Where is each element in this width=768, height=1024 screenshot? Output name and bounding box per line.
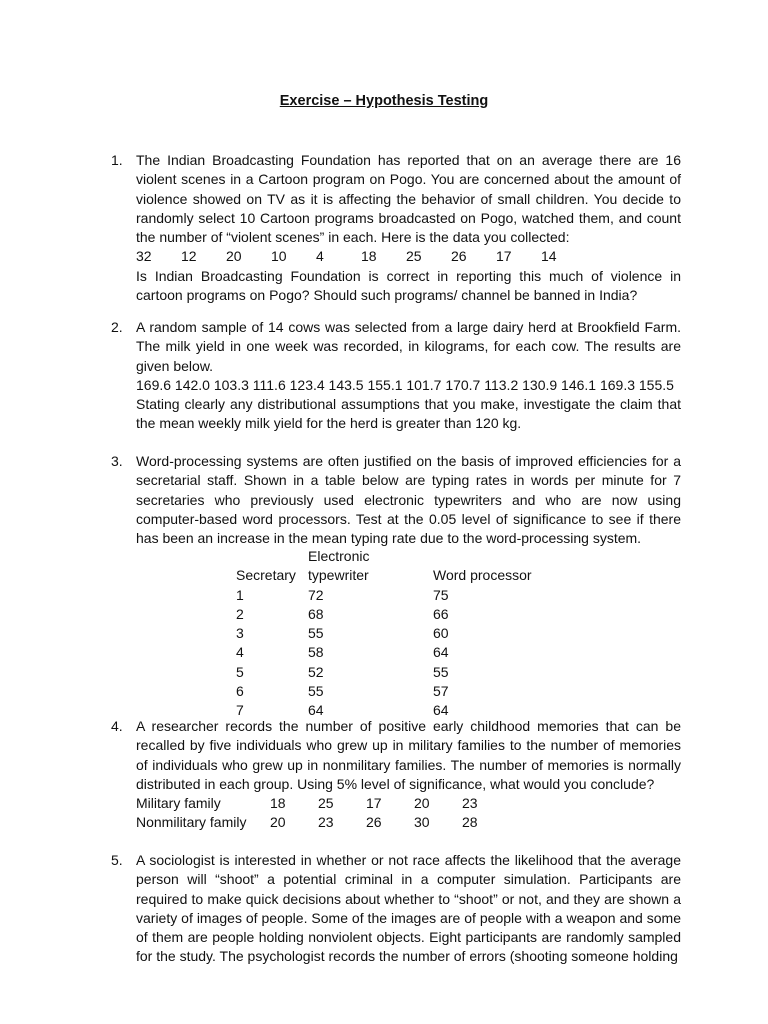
table-cell: 5 <box>236 663 244 680</box>
question-number: 1. <box>111 152 123 168</box>
data-value: 25 <box>406 248 422 265</box>
group-value: 25 <box>318 795 334 812</box>
column-header: Word processor <box>433 567 532 584</box>
data-value: 14 <box>541 248 557 265</box>
table-row <box>236 586 543 605</box>
table-cell: 52 <box>308 663 324 680</box>
data-value: 12 <box>181 248 197 265</box>
group-value: 26 <box>366 814 382 831</box>
question-4 <box>111 717 681 833</box>
group-label: Nonmilitary family <box>136 814 247 831</box>
question-2-data: 169.6 142.0 103.3 111.6 123.4 143.5 155.1 101.7 170.7 113.2 130.9 146.1 169.3 155.5 <box>136 376 674 393</box>
table-cell: 58 <box>308 644 324 661</box>
question-1-data-row <box>136 247 681 266</box>
data-value: 32 <box>136 248 152 265</box>
page-title: Exercise – Hypothesis Testing <box>279 93 489 109</box>
table-cell: 4 <box>236 644 244 661</box>
question-1 <box>111 151 681 305</box>
column-header: typewriter <box>308 567 369 584</box>
group-value: 17 <box>366 795 382 812</box>
table-row <box>236 624 543 643</box>
question-3-intro: Word-processing systems are often justified on the basis of improved efficiencies for a secretarial staff. Shown in a table below are typing rates in words per minute for 7 secretaries who previously used electronic typewriters and who are now using computer-based word processors. Test at the 0.05 level of significance to see if there has been an increase in the mean typing rate due to the word-processing system. <box>136 453 681 547</box>
table-cell: 7 <box>236 702 244 719</box>
question-number: 5. <box>111 852 123 868</box>
table-row <box>236 663 543 682</box>
question-5 <box>111 851 681 967</box>
question-number: 3. <box>111 453 123 469</box>
table-cell: 60 <box>433 625 449 642</box>
question-4-intro: A researcher records the number of positive early childhood memories that can be recalled by five individuals who grew up in military families to the number of memories of individuals who grew up in nonmilitary families. The number of memories is normally distributed in each group. Using 5% level of significance, what would you conclude? <box>136 718 681 792</box>
table-cell: 64 <box>433 702 449 719</box>
typing-rate-table <box>236 547 543 721</box>
question-3 <box>111 452 681 548</box>
table-row <box>236 643 543 662</box>
data-value: 26 <box>451 248 467 265</box>
group-value: 20 <box>414 795 430 812</box>
table-cell: 55 <box>433 663 449 680</box>
data-value: 20 <box>226 248 242 265</box>
data-value: 4 <box>316 248 324 265</box>
table-cell: 72 <box>308 586 324 603</box>
group-value: 23 <box>318 814 334 831</box>
group-value: 28 <box>462 814 478 831</box>
table-cell: 64 <box>308 702 324 719</box>
data-value: 17 <box>496 248 512 265</box>
table-cell: 66 <box>433 605 449 622</box>
question-number: 2. <box>111 319 123 335</box>
group-value: 18 <box>270 795 286 812</box>
group-row <box>136 794 681 813</box>
column-header: Secretary <box>236 567 296 584</box>
question-2 <box>111 318 681 434</box>
table-cell: 3 <box>236 625 244 642</box>
table-cell: 64 <box>433 644 449 661</box>
table-row <box>236 682 543 701</box>
question-1-intro: The Indian Broadcasting Foundation has reported that on an average there are 16 violent scenes in a Cartoon program on Pogo. You are concerned about the amount of violence showed on TV as it is affecting the behavior of small children. You decide to randomly select 10 Cartoon programs broadcasted on Pogo, watched them, and count the number of “violent scenes” in each. Here is the data you collected: <box>136 152 681 246</box>
question-number: 4. <box>111 718 123 734</box>
table-cell: 55 <box>308 625 324 642</box>
group-label: Military family <box>136 795 221 812</box>
table-cell: 1 <box>236 586 244 603</box>
group-value: 30 <box>414 814 430 831</box>
question-1-question: Is Indian Broadcasting Foundation is correct in reporting this much of violence in cartoon programs on Pogo? Should such programs/ channel be banned in India? <box>136 267 681 304</box>
table-row <box>236 605 543 624</box>
question-5-intro: A sociologist is interested in whether or not race affects the likelihood that the average person will “shoot” a potential criminal in a computer simulation. Participants are required to make quick decisions about whether to “shoot” or not, and they are shown a variety of images of people. Some of the images are of people with a weapon and some of them are people holding nonviolent objects. Eight participants are randomly sampled for the study. The psychologist records the number of errors (shooting someone holding <box>136 852 681 965</box>
data-value: 10 <box>271 248 287 265</box>
table-header-top <box>236 547 543 566</box>
group-value: 20 <box>270 814 286 831</box>
group-value: 23 <box>462 795 478 812</box>
table-cell: 68 <box>308 605 324 622</box>
question-2-question: Stating clearly any distributional assumptions that you make, investigate the claim that the mean weekly milk yield for the herd is greater than 120 kg. <box>136 396 681 432</box>
column-header: Electronic <box>308 548 370 564</box>
group-row <box>136 813 681 832</box>
table-cell: 55 <box>308 683 324 700</box>
table-cell: 57 <box>433 683 449 700</box>
table-header-row <box>236 566 543 585</box>
data-value: 18 <box>361 248 377 265</box>
question-2-intro: A random sample of 14 cows was selected from a large dairy herd at Brookfield Farm. The milk yield in one week was recorded, in kilograms, for each cow. The results are given below. <box>136 319 681 374</box>
table-cell: 2 <box>236 605 244 622</box>
table-cell: 75 <box>433 586 449 603</box>
table-cell: 6 <box>236 683 244 700</box>
